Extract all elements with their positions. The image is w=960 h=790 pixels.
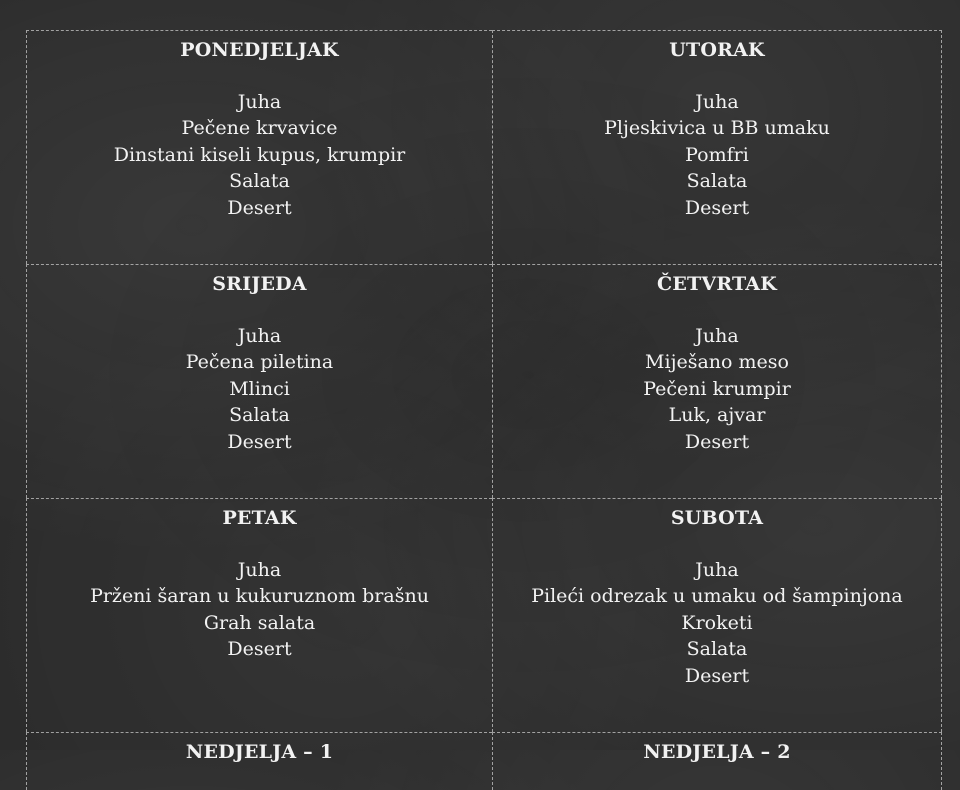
dish-item: Grah salata (203, 611, 316, 634)
dish-item: Desert (227, 638, 292, 661)
dish-item: Salata (229, 404, 290, 427)
day-cell-wednesday (26, 264, 492, 498)
day-cell-monday (26, 30, 492, 264)
day-title: SRIJEDA (212, 273, 307, 295)
weekly-menu-grid (26, 30, 942, 790)
dish-item: Salata (686, 638, 748, 661)
dish-list (27, 557, 492, 663)
day-title: PETAK (222, 507, 297, 529)
dish-item: Pomfri (685, 143, 749, 166)
dish-item: Pečena piletina (185, 351, 334, 374)
dish-item: Juha (695, 91, 739, 113)
day-cell-saturday (492, 498, 942, 732)
day-title: NEDJELJA – 1 (185, 741, 334, 763)
dish-item: Miješano meso (645, 351, 789, 374)
dish-item: Desert (684, 430, 750, 453)
dish-list (27, 323, 492, 455)
dish-item: Juha (237, 91, 282, 113)
dish-item: Salata (686, 170, 748, 193)
dish-item: Pečeni krumpir (643, 377, 791, 400)
dish-list (493, 557, 941, 689)
day-title: NEDJELJA – 2 (643, 741, 791, 763)
dish-item: Pljeskivica u BB umaku (604, 117, 830, 140)
dish-item: Juha (237, 559, 282, 581)
day-cell-sunday-2 (492, 732, 942, 790)
dish-item: Pileći odrezak u umaku od šampinjona (531, 585, 903, 608)
dish-item: Desert (227, 196, 292, 219)
day-cell-sunday-1 (26, 732, 492, 790)
dish-list (493, 89, 941, 221)
day-title: UTORAK (669, 39, 765, 61)
dish-item: Juha (695, 559, 739, 581)
dish-list (493, 323, 941, 455)
dish-item: Dinstani kiseli kupus, krumpir (113, 143, 406, 166)
dish-item: Juha (695, 325, 739, 347)
dish-item: Pečene krvavice (181, 117, 338, 140)
dish-item: Mlinci (229, 377, 290, 400)
day-cell-thursday (492, 264, 942, 498)
day-title: SUBOTA (670, 507, 764, 529)
dish-list (27, 89, 492, 221)
dish-item: Kroketi (681, 611, 753, 634)
dish-item: Desert (684, 664, 750, 687)
dish-item: Juha (237, 325, 282, 347)
dish-item: Desert (227, 430, 292, 453)
dish-item: Desert (684, 196, 750, 219)
dish-item: Prženi šaran u kukuruznom brašnu (90, 585, 429, 608)
day-title: PONEDJELJAK (180, 39, 339, 61)
day-cell-friday (26, 498, 492, 732)
day-title: ČETVRTAK (657, 273, 777, 295)
dish-item: Salata (229, 170, 290, 193)
day-cell-tuesday (492, 30, 942, 264)
dish-item: Luk, ajvar (668, 404, 766, 427)
